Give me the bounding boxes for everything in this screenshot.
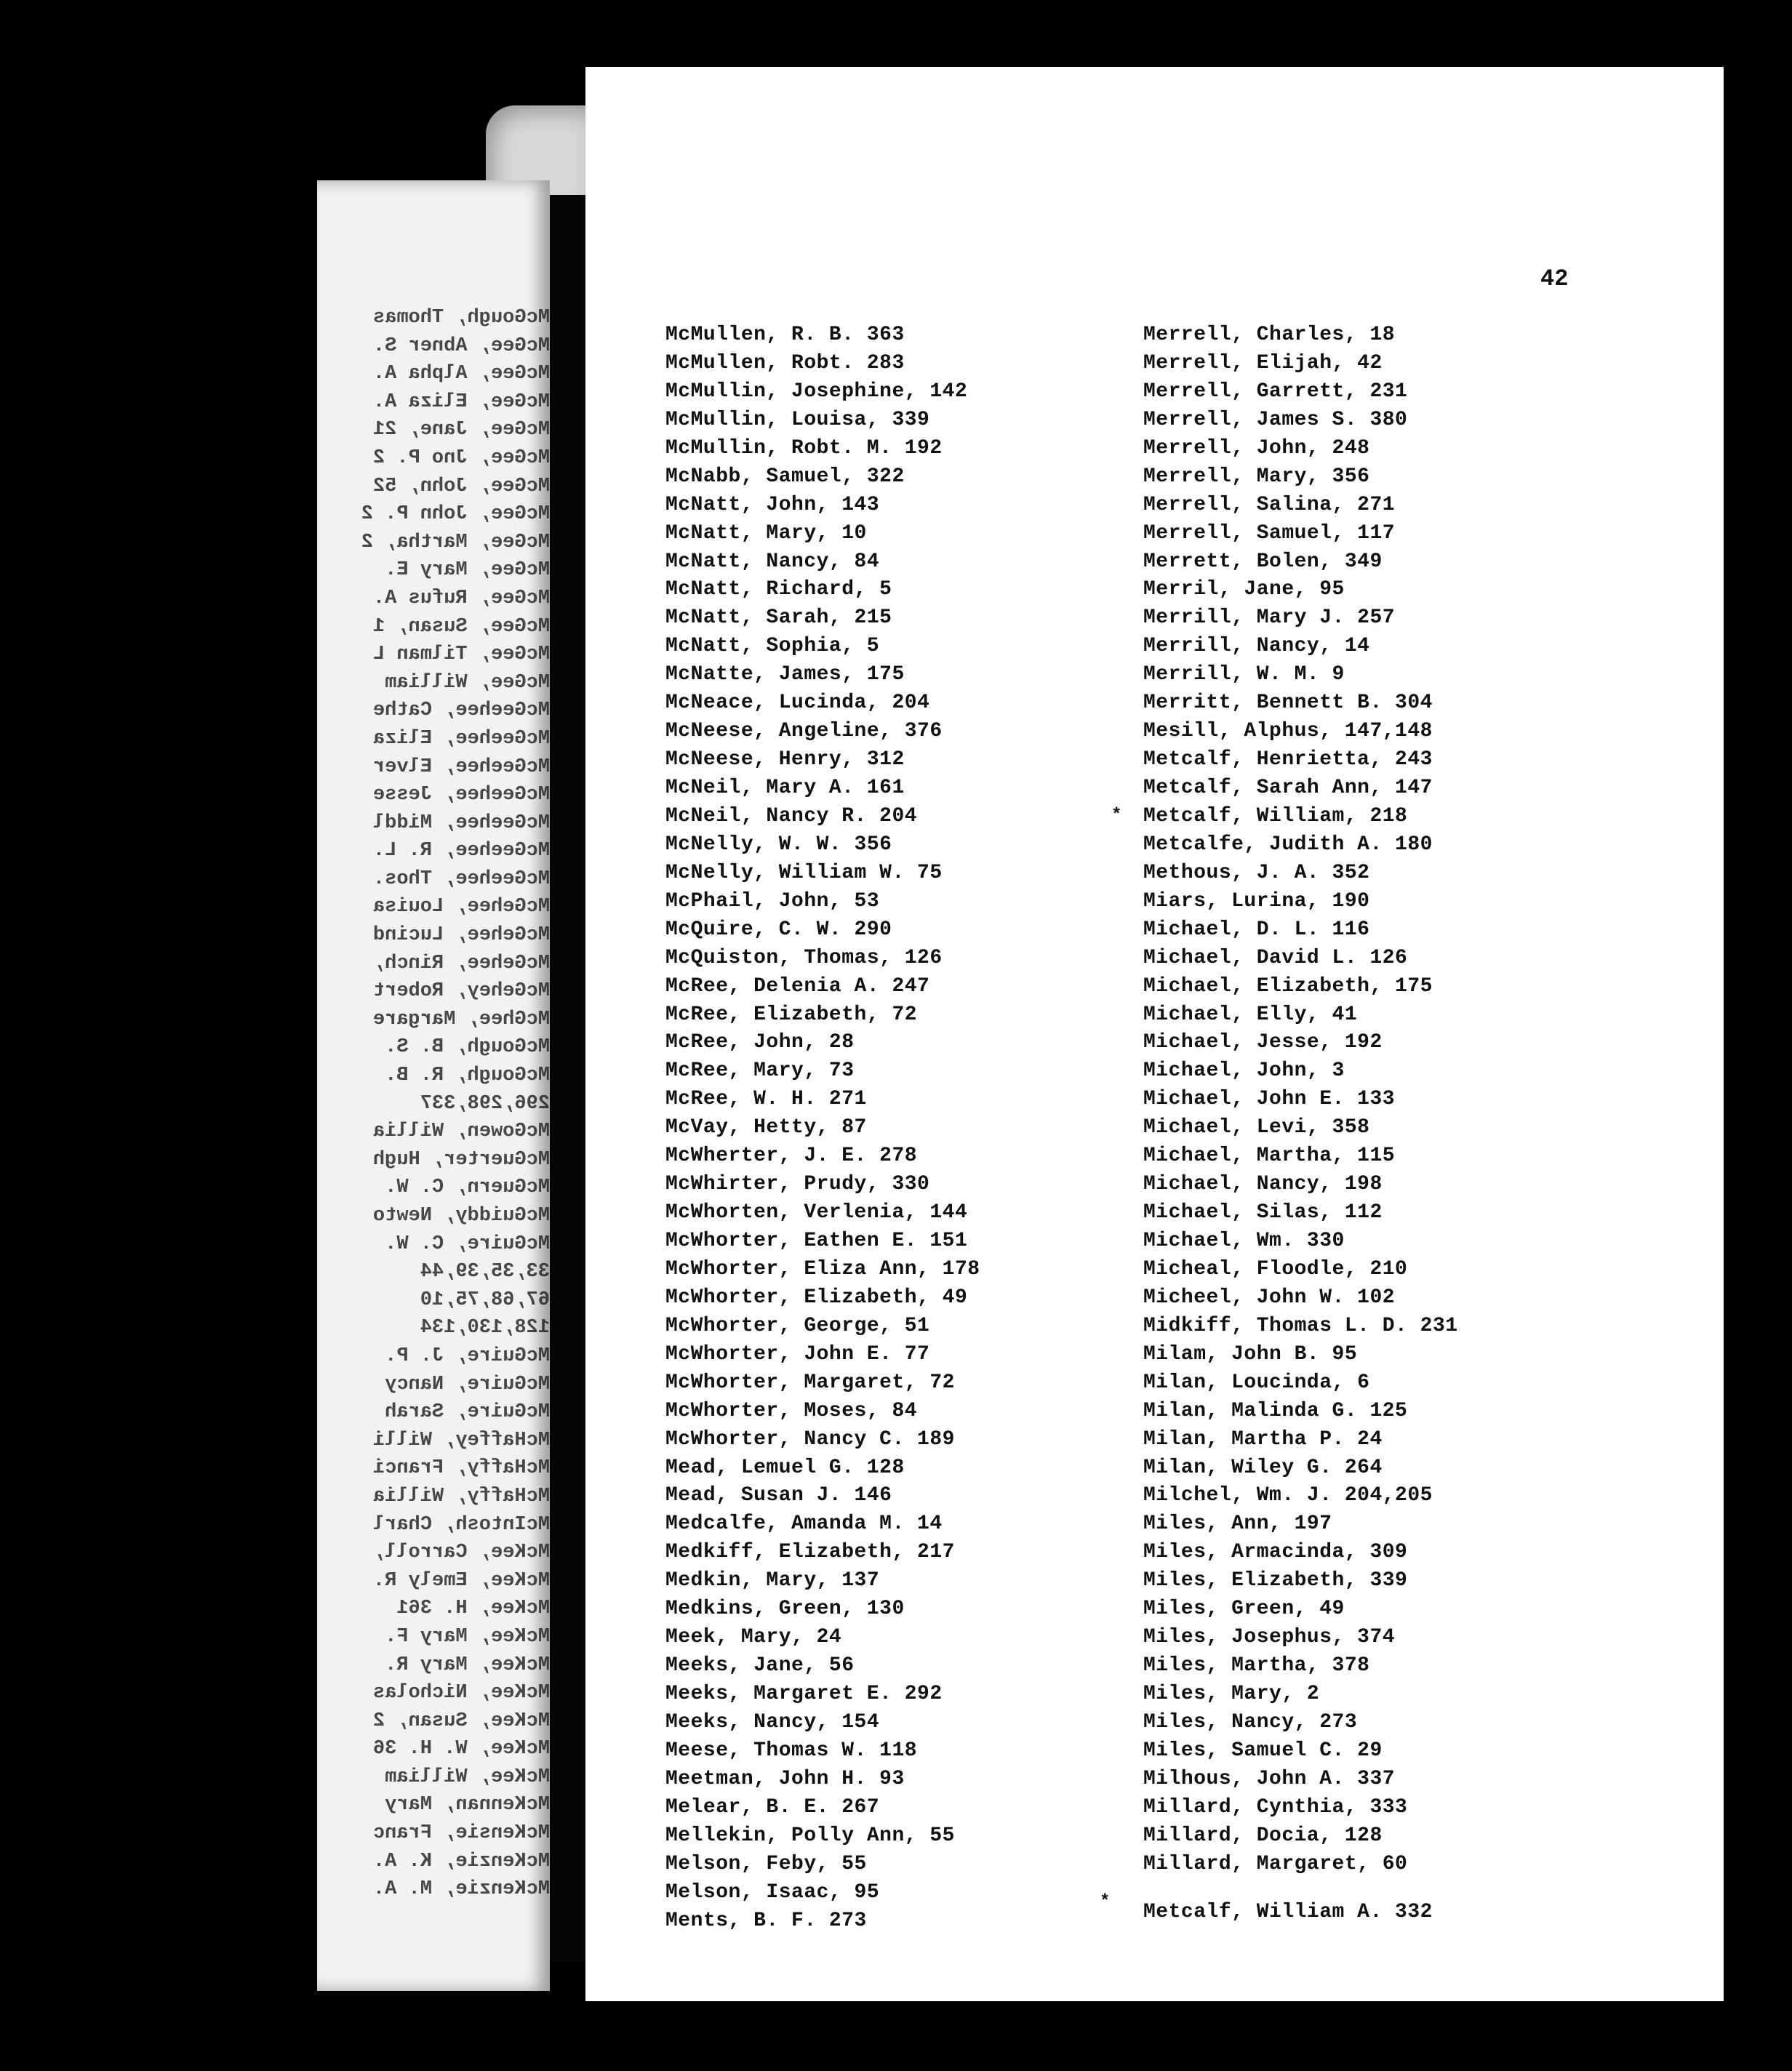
index-column-right	[1143, 321, 1458, 1927]
index-entry: McNatt, John, 143	[665, 493, 880, 516]
index-entry: McNelly, William W. 75	[665, 861, 943, 884]
bleed-through-line: McGuire, C. W.	[385, 1233, 550, 1255]
index-entry: Miles, Ann, 197	[1143, 1513, 1332, 1536]
index-entry: Medkins, Green, 130	[665, 1598, 905, 1621]
index-entry: McWhorter, George, 51	[665, 1314, 930, 1337]
index-entry: Micheel, John W. 102	[1143, 1286, 1396, 1309]
column-gap	[1143, 1879, 1458, 1899]
bleed-through-line: McGee, Alpha A.	[372, 363, 550, 385]
index-entry: Meetman, John H. 93	[665, 1767, 905, 1790]
bleed-through-line: McGehee, Louisa	[372, 896, 550, 918]
index-entry: Melson, Feby, 55	[665, 1852, 867, 1875]
bleed-through-line: McGhee, Margare	[372, 1008, 550, 1030]
index-entry: Metcalfe, Judith A. 180	[1143, 833, 1433, 856]
index-entry: McWhorter, Nancy C. 189	[665, 1427, 955, 1451]
bleed-through-line: McKee, William	[385, 1766, 550, 1788]
index-entry: Michael, John E. 133	[1143, 1088, 1396, 1111]
index-entry: Methous, J. A. 352	[1143, 861, 1370, 884]
index-entry: Meeks, Nancy, 154	[665, 1710, 880, 1734]
index-entry: Merrill, Mary J. 257	[1143, 606, 1396, 630]
bleed-through-line: McGough, B. S.	[385, 1036, 550, 1059]
index-entry: Miles, Nancy, 273	[1143, 1710, 1358, 1734]
bleed-through-line: McGeehee, R. L.	[372, 840, 550, 862]
index-entry: McWhorter, Eliza Ann, 178	[665, 1257, 980, 1281]
bleed-through-line: McGee, Tilman L	[372, 644, 550, 666]
bleed-through-line: McGuerter, Hugh	[372, 1148, 550, 1171]
index-entry: Medkin, Mary, 137	[665, 1569, 880, 1593]
index-entry: Meeks, Margaret E. 292	[665, 1683, 943, 1705]
index-entry: Metcalf, Sarah Ann, 147	[1143, 777, 1433, 799]
index-entry: McNatt, Sarah, 215	[665, 606, 892, 630]
index-entry: McWherter, J. E. 278	[665, 1145, 918, 1168]
bleed-through-line: McKenzie, K. A.	[372, 1850, 550, 1872]
index-entry: Merrell, Elijah, 42	[1143, 351, 1383, 374]
index-entry: McPhail, John, 53	[665, 889, 880, 913]
bleed-through-line: McGehee, Lucind	[372, 924, 550, 947]
index-entry: McWhirter, Prudy, 330	[665, 1173, 930, 1196]
bleed-through-line: McGeehee, Elver	[372, 756, 550, 778]
index-entry: McWhorter, Elizabeth, 49	[665, 1286, 968, 1309]
asterisk-mark-footer: *	[1100, 1892, 1111, 1912]
bleed-through-line: McGee, William	[385, 671, 550, 694]
bleed-through-line: McKee, W. H. 36	[372, 1738, 550, 1760]
bleed-through-line: McGee, John P. 2	[361, 503, 550, 526]
bleed-through-line: McGeehee, Thos.	[372, 868, 550, 890]
index-entry: Merrett, Bolen, 349	[1143, 550, 1383, 573]
index-entry: Millard, Cynthia, 333	[1143, 1795, 1408, 1819]
index-entry: McNabb, Samuel, 322	[665, 465, 905, 488]
index-entry: McNeese, Henry, 312	[665, 748, 905, 772]
index-entry: McMullin, Louisa, 339	[665, 408, 930, 431]
index-entry-footer: Metcalf, William A. 332	[1143, 1900, 1433, 1923]
index-entry: Michael, Elly, 41	[1143, 1003, 1358, 1026]
bleed-through-line: McGeehee, Jesse	[372, 784, 550, 806]
index-entry: Michael, Nancy, 198	[1143, 1173, 1383, 1196]
bleed-through-line: McGee, Rufus A.	[372, 587, 550, 609]
index-entry: Milchel, Wm. J. 204,205	[1143, 1484, 1433, 1507]
bleed-through-line: 33,35,39,44	[420, 1261, 550, 1283]
bleed-through-line: McHaffey, Willi	[372, 1429, 550, 1451]
index-entry: Mesill, Alphus, 147,148	[1143, 720, 1433, 743]
index-entry: Michael, Silas, 112	[1143, 1201, 1383, 1225]
bleed-through-line: McGuire, Sarah	[385, 1401, 550, 1424]
index-entry: McNeese, Angeline, 376	[665, 720, 943, 743]
index-entry: Miles, Josephus, 374	[1143, 1626, 1396, 1649]
index-entry: Milan, Wiley G. 264	[1143, 1456, 1383, 1479]
index-entry: Merrell, Garrett, 231	[1143, 380, 1408, 403]
bleed-through-line: McKee, Emely R.	[372, 1569, 550, 1592]
index-entry: Miles, Elizabeth, 339	[1143, 1569, 1408, 1593]
bleed-through-line: McHaffy, Willia	[372, 1485, 550, 1507]
index-entry: Michael, D. L. 116	[1143, 918, 1370, 941]
index-entry: McRee, W. H. 271	[665, 1088, 867, 1111]
bleed-through-line: McKennan, Mary	[385, 1794, 550, 1816]
index-entry: Medkiff, Elizabeth, 217	[665, 1541, 955, 1564]
bleed-through-text	[317, 304, 550, 1904]
index-entry: Miles, Samuel C. 29	[1143, 1739, 1383, 1762]
index-entry: McWhorter, John E. 77	[665, 1342, 930, 1366]
bleed-through-line: McGeehee, Eliza	[372, 727, 550, 750]
index-entry: Micheal, Floodle, 210	[1143, 1257, 1408, 1281]
index-entry: McMullen, R. B. 363	[665, 324, 905, 346]
index-entry: Miles, Martha, 378	[1143, 1654, 1370, 1678]
index-entry: Ments, B. F. 273	[665, 1909, 867, 1932]
index-entry: Michael, David L. 126	[1143, 946, 1408, 969]
bleed-through-line: McGuire, J. P.	[385, 1345, 550, 1367]
bleed-through-line: McKee, Nicholas	[372, 1682, 550, 1705]
index-entry: Millard, Docia, 128	[1143, 1824, 1383, 1847]
bleed-through-line: McIntosh, Charl	[372, 1513, 550, 1536]
index-entry: McNelly, W. W. 356	[665, 833, 892, 856]
bleed-through-line: McGee, Martha, 2	[361, 531, 550, 553]
bleed-through-line: McKee, Mary F.	[385, 1625, 550, 1648]
bleed-through-line: McGee, Abner S.	[372, 335, 550, 357]
index-entry: McRee, Elizabeth, 72	[665, 1003, 918, 1026]
bleed-through-line: McGuiddy, Newto	[372, 1205, 550, 1227]
index-entry: Michael, Martha, 115	[1143, 1145, 1396, 1168]
index-entry: Meek, Mary, 24	[665, 1626, 842, 1649]
index-entry: Merrill, Nancy, 14	[1143, 635, 1370, 658]
bleed-through-line: McGehee, Rinch,	[372, 952, 550, 974]
bleed-through-line: McGough, R. B.	[385, 1065, 550, 1087]
index-entry: Milan, Malinda G. 125	[1143, 1399, 1408, 1422]
index-entry: McWhorter, Moses, 84	[665, 1399, 918, 1422]
index-column-left	[665, 321, 980, 1935]
index-entry: Mead, Susan J. 146	[665, 1484, 892, 1507]
bleed-through-line: McGee, Mary E.	[385, 559, 550, 582]
bleed-through-line: McGeehee, Cathe	[372, 700, 550, 722]
index-entry: Midkiff, Thomas L. D. 231	[1143, 1314, 1458, 1337]
index-entry: McVay, Hetty, 87	[665, 1116, 867, 1139]
index-entry: Milhous, John A. 337	[1143, 1767, 1396, 1790]
index-entry: Mead, Lemuel G. 128	[665, 1456, 905, 1479]
index-entry: McWhorten, Verlenia, 144	[665, 1201, 968, 1225]
bleed-through-line: McKee, H. 361	[396, 1598, 550, 1620]
index-entry: McRee, John, 28	[665, 1031, 855, 1054]
bleed-through-line: McGough, Thomas	[372, 307, 550, 329]
asterisk-mark: *	[1111, 806, 1122, 825]
index-entry: Merrell, John, 248	[1143, 436, 1370, 460]
bleed-through-line: McGeehee, Middl	[372, 812, 550, 834]
index-entry: Miars, Lurina, 190	[1143, 889, 1370, 913]
index-entry: McMullin, Robt. M. 192	[665, 436, 943, 460]
bleed-through-line: 128,130,134	[420, 1317, 550, 1339]
index-entry: Milam, John B. 95	[1143, 1342, 1358, 1366]
index-entry: McNatte, James, 175	[665, 663, 905, 686]
index-entry: Merrell, Mary, 356	[1143, 465, 1370, 488]
index-entry: Michael, Levi, 358	[1143, 1116, 1370, 1139]
index-entry: McMullin, Josephine, 142	[665, 380, 968, 403]
index-entry: Meese, Thomas W. 118	[665, 1739, 918, 1762]
index-entry: McNatt, Sophia, 5	[665, 635, 880, 658]
index-entry: Milan, Loucinda, 6	[1143, 1371, 1370, 1394]
index-entry: Merrell, Samuel, 117	[1143, 521, 1396, 545]
index-entry: McRee, Mary, 73	[665, 1059, 855, 1083]
index-entry: Merrill, W. M. 9	[1143, 663, 1345, 686]
index-entry: Merrell, James S. 380	[1143, 408, 1408, 431]
index-entry: McNatt, Mary, 10	[665, 521, 867, 545]
index-entry: Merril, Jane, 95	[1143, 578, 1345, 601]
bleed-through-line: McGee, Jno P. 2	[372, 446, 550, 469]
index-entry: Metcalf, Henrietta, 243	[1143, 748, 1433, 772]
index-entry: Meeks, Jane, 56	[665, 1654, 855, 1678]
bleed-through-line: McGee, John, 52	[372, 475, 550, 497]
curled-left-page	[317, 180, 550, 1991]
index-entry: McNatt, Nancy, 84	[665, 550, 880, 573]
index-entry: McRee, Delenia A. 247	[665, 974, 930, 998]
index-entry: Melear, B. E. 267	[665, 1795, 880, 1819]
index-entry: Milan, Martha P. 24	[1143, 1427, 1383, 1451]
bleed-through-line: McKee, Carroll,	[372, 1542, 550, 1564]
index-entry: McNatt, Richard, 5	[665, 578, 892, 601]
bleed-through-line: McGuern, C. W.	[385, 1177, 550, 1199]
bleed-through-line: McGee, Jane, 21	[372, 419, 550, 441]
index-entry: Melson, Isaac, 95	[665, 1880, 880, 1904]
index-entry: Merritt, Bennett B. 304	[1143, 692, 1433, 715]
index-entry: McMullen, Robt. 283	[665, 351, 905, 374]
index-entry: McQuiston, Thomas, 126	[665, 946, 943, 969]
bleed-through-line: McGee, Eliza A.	[372, 390, 550, 413]
bleed-through-line: McKensie, Franc	[372, 1822, 550, 1845]
bleed-through-line: McGee, Susan, 1	[372, 615, 550, 638]
index-entry: Mellekin, Polly Ann, 55	[665, 1824, 955, 1847]
index-entry: McQuire, C. W. 290	[665, 918, 892, 941]
index-entry: Millard, Margaret, 60	[1143, 1852, 1408, 1875]
index-entry: McNeace, Lucinda, 204	[665, 692, 930, 715]
bleed-through-line: McGowen, Willia	[372, 1121, 550, 1143]
bleed-through-line: 67,68,75,10	[420, 1289, 550, 1311]
index-entry: Miles, Green, 49	[1143, 1598, 1345, 1621]
index-entry: Merrell, Salina, 271	[1143, 493, 1396, 516]
index-entry: McNeil, Nancy R. 204	[665, 804, 918, 828]
bleed-through-line: McGuire, Nancy	[385, 1373, 550, 1395]
index-entry: Michael, Jesse, 192	[1143, 1031, 1383, 1054]
index-entry: Michael, Wm. 330	[1143, 1230, 1345, 1252]
index-entry: Miles, Mary, 2	[1143, 1683, 1320, 1705]
bleed-through-line: McKee, Susan, 2	[372, 1710, 550, 1732]
index-entry: Michael, John, 3	[1143, 1059, 1345, 1083]
index-entry: McNeil, Mary A. 161	[665, 777, 905, 799]
page-number: 42	[1540, 265, 1569, 292]
index-entry: McWhorter, Margaret, 72	[665, 1371, 955, 1394]
index-entry: McWhorter, Eathen E. 151	[665, 1230, 968, 1252]
index-entry: Medcalfe, Amanda M. 14	[665, 1513, 943, 1536]
index-entry: Miles, Armacinda, 309	[1143, 1541, 1408, 1564]
index-entry: Merrell, Charles, 18	[1143, 324, 1396, 346]
index-entry: Michael, Elizabeth, 175	[1143, 974, 1433, 998]
bleed-through-line: McHaffy, Franci	[372, 1457, 550, 1480]
index-entry: Metcalf, William, 218	[1143, 804, 1408, 828]
bleed-through-line: McGehey, Robert	[372, 980, 550, 1003]
bleed-through-line: 296,298,337	[420, 1092, 550, 1115]
bleed-through-line: McKee, Mary R.	[385, 1654, 550, 1676]
bleed-through-line: McKenzie, M. A.	[372, 1878, 550, 1901]
